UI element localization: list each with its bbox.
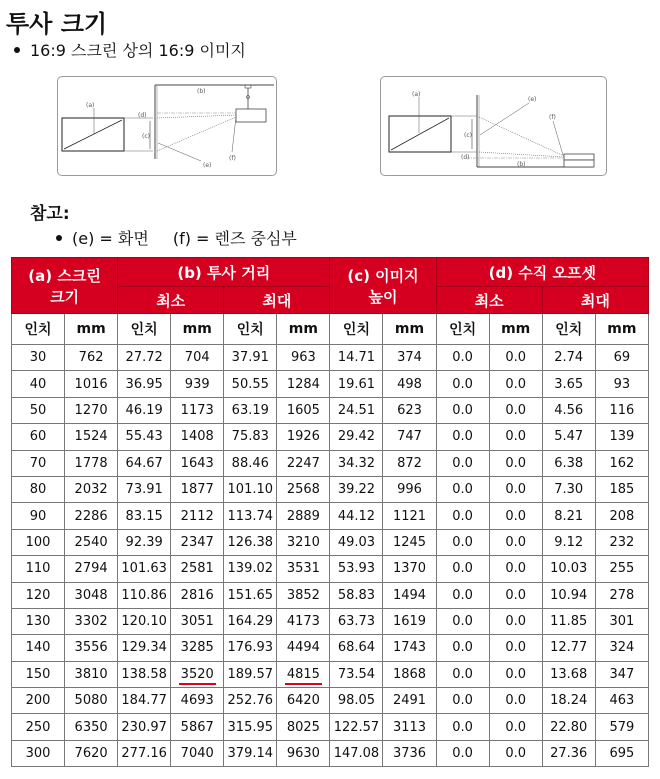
note-title: 참고: xyxy=(30,204,70,224)
table-cell-screen-mm: 2286 xyxy=(65,503,118,529)
table-cell-dist-min-in: 36.95 xyxy=(118,371,171,397)
table-cell-screen-mm: 3810 xyxy=(65,661,118,687)
table-cell-dist-min-mm: 2581 xyxy=(171,556,224,582)
table-cell-screen-mm: 3556 xyxy=(65,635,118,661)
floor-mount-diagram xyxy=(380,76,607,176)
table-cell-height-in: 39.22 xyxy=(330,476,383,502)
label-c: (c) xyxy=(142,133,150,140)
table-cell-offset-min-in: 0.0 xyxy=(436,397,489,423)
table-cell-dist-max-mm: 1926 xyxy=(277,424,330,450)
table-cell-height-mm: 3113 xyxy=(383,714,436,740)
table-cell-screen-in: 200 xyxy=(12,688,65,714)
table-cell-offset-max-in: 6.38 xyxy=(542,450,595,476)
table-cell-dist-max-mm: 8025 xyxy=(277,714,330,740)
table-cell-offset-max-mm: 208 xyxy=(595,503,648,529)
unit-inch: 인치 xyxy=(436,314,489,345)
table-cell-offset-max-mm: 116 xyxy=(595,397,648,423)
table-cell-height-in: 58.83 xyxy=(330,582,383,608)
table-cell-dist-max-in: 139.02 xyxy=(224,556,277,582)
label-e: (e) xyxy=(203,162,212,169)
unit-mm: mm xyxy=(595,314,648,345)
table-cell-offset-max-mm: 324 xyxy=(595,635,648,661)
unit-inch: 인치 xyxy=(224,314,277,345)
table-cell-offset-max-mm: 579 xyxy=(595,714,648,740)
table-cell-screen-mm: 3302 xyxy=(65,608,118,634)
unit-mm: mm xyxy=(383,314,436,345)
table-cell-height-in: 98.05 xyxy=(330,688,383,714)
table-cell-offset-max-in: 13.68 xyxy=(542,661,595,687)
table-cell-dist-min-in: 73.91 xyxy=(118,476,171,502)
table-cell-offset-min-mm: 0.0 xyxy=(489,450,542,476)
table-cell-height-mm: 872 xyxy=(383,450,436,476)
table-cell-offset-min-in: 0.0 xyxy=(436,582,489,608)
note-item-lens-center: (f) = 렌즈 중심부 xyxy=(172,229,297,248)
table-cell-height-mm: 1494 xyxy=(383,582,436,608)
table-cell-height-mm: 498 xyxy=(383,371,436,397)
highlighted-value: 3520 xyxy=(179,667,216,685)
header-image-height: (c) 이미지 높이 xyxy=(330,258,436,314)
table-cell-offset-max-mm: 93 xyxy=(595,371,648,397)
table-cell-dist-min-in: 83.15 xyxy=(118,503,171,529)
table-row xyxy=(12,688,649,714)
table-cell-dist-min-in: 55.43 xyxy=(118,424,171,450)
table-row xyxy=(12,556,649,582)
ceiling-diagram-drawing xyxy=(58,77,276,175)
label-b: (b) xyxy=(197,88,206,95)
table-cell-offset-max-mm: 139 xyxy=(595,424,648,450)
table-cell-offset-max-mm: 185 xyxy=(595,476,648,502)
table-cell-dist-min-mm: 3285 xyxy=(171,635,224,661)
table-cell-dist-max-mm xyxy=(277,661,330,687)
table-cell-screen-in: 300 xyxy=(12,740,65,766)
table-cell-dist-min-in: 101.63 xyxy=(118,556,171,582)
table-cell-offset-min-mm: 0.0 xyxy=(489,371,542,397)
table-cell-dist-max-in: 75.83 xyxy=(224,424,277,450)
table-cell-dist-max-in: 101.10 xyxy=(224,476,277,502)
table-cell-dist-max-in: 189.57 xyxy=(224,661,277,687)
table-cell-offset-max-in: 4.56 xyxy=(542,397,595,423)
table-cell-height-mm: 374 xyxy=(383,345,436,371)
table-cell-dist-min-in: 184.77 xyxy=(118,688,171,714)
table-cell-height-in: 68.64 xyxy=(330,635,383,661)
table-cell-height-mm: 1370 xyxy=(383,556,436,582)
table-cell-dist-min-mm: 1643 xyxy=(171,450,224,476)
table-cell-height-in: 147.08 xyxy=(330,740,383,766)
table-cell-screen-in: 80 xyxy=(12,476,65,502)
table-cell-screen-mm: 2540 xyxy=(65,529,118,555)
table-cell-dist-max-in: 50.55 xyxy=(224,371,277,397)
floor-diagram-drawing xyxy=(381,77,606,175)
table-cell-dist-min-mm: 2816 xyxy=(171,582,224,608)
table-cell-screen-in: 130 xyxy=(12,608,65,634)
table-cell-offset-max-in: 22.80 xyxy=(542,714,595,740)
table-cell-screen-mm: 2794 xyxy=(65,556,118,582)
table-cell-dist-min-in: 277.16 xyxy=(118,740,171,766)
table-cell-offset-max-in: 9.12 xyxy=(542,529,595,555)
table-cell-offset-min-in: 0.0 xyxy=(436,503,489,529)
table-cell-screen-in: 30 xyxy=(12,345,65,371)
table-cell-offset-min-mm: 0.0 xyxy=(489,635,542,661)
unit-mm: mm xyxy=(277,314,330,345)
unit-inch: 인치 xyxy=(12,314,65,345)
table-cell-dist-min-in: 110.86 xyxy=(118,582,171,608)
table-cell-dist-min-mm: 7040 xyxy=(171,740,224,766)
table-cell-dist-min-mm: 3051 xyxy=(171,608,224,634)
table-cell-offset-max-in: 5.47 xyxy=(542,424,595,450)
table-cell-offset-min-mm: 0.0 xyxy=(489,714,542,740)
table-cell-screen-in: 140 xyxy=(12,635,65,661)
table-row xyxy=(12,450,649,476)
table-row xyxy=(12,424,649,450)
projection-size-table xyxy=(11,257,649,767)
subtitle-text: 16:9 스크린 상의 16:9 이미지 xyxy=(30,41,246,60)
table-row xyxy=(12,371,649,397)
table-cell-offset-max-mm: 232 xyxy=(595,529,648,555)
table-cell-offset-max-mm: 278 xyxy=(595,582,648,608)
table-cell-dist-min-mm: 5867 xyxy=(171,714,224,740)
table-cell-screen-mm: 3048 xyxy=(65,582,118,608)
table-cell-height-in: 122.57 xyxy=(330,714,383,740)
table-cell-screen-in: 40 xyxy=(12,371,65,397)
table-cell-dist-min-in: 138.58 xyxy=(118,661,171,687)
table-cell-dist-max-mm: 1605 xyxy=(277,397,330,423)
table-cell-offset-min-in: 0.0 xyxy=(436,740,489,766)
table-cell-screen-in: 100 xyxy=(12,529,65,555)
table-cell-offset-min-mm: 0.0 xyxy=(489,661,542,687)
highlighted-value: 4815 xyxy=(285,667,322,685)
table-row xyxy=(12,740,649,766)
unit-header-row xyxy=(12,314,649,345)
table-cell-offset-min-mm: 0.0 xyxy=(489,397,542,423)
table-cell-height-in: 63.73 xyxy=(330,608,383,634)
table-cell-height-mm: 1619 xyxy=(383,608,436,634)
page-title: 투사 크기 xyxy=(6,10,108,38)
table-cell-offset-min-in: 0.0 xyxy=(436,608,489,634)
ceiling-mount-diagram xyxy=(57,76,277,176)
unit-inch: 인치 xyxy=(330,314,383,345)
table-cell-screen-in: 70 xyxy=(12,450,65,476)
table-cell-dist-max-in: 252.76 xyxy=(224,688,277,714)
label-f: (f) xyxy=(549,114,556,121)
table-cell-screen-mm: 1524 xyxy=(65,424,118,450)
table-cell-dist-max-mm: 2568 xyxy=(277,476,330,502)
table-cell-offset-min-mm: 0.0 xyxy=(489,424,542,450)
table-cell-dist-max-mm: 4173 xyxy=(277,608,330,634)
table-cell-dist-min-in: 64.67 xyxy=(118,450,171,476)
table-row xyxy=(12,714,649,740)
table-cell-dist-min-mm: 1173 xyxy=(171,397,224,423)
table-cell-screen-mm: 1270 xyxy=(65,397,118,423)
table-cell-screen-mm: 762 xyxy=(65,345,118,371)
table-cell-offset-max-in: 8.21 xyxy=(542,503,595,529)
table-cell-height-in: 24.51 xyxy=(330,397,383,423)
table-cell-offset-max-in: 2.74 xyxy=(542,345,595,371)
table-cell-offset-min-in: 0.0 xyxy=(436,714,489,740)
label-c: (c) xyxy=(464,132,472,139)
unit-inch: 인치 xyxy=(118,314,171,345)
table-cell-offset-max-mm: 463 xyxy=(595,688,648,714)
table-cell-dist-max-mm: 2247 xyxy=(277,450,330,476)
label-a: (a) xyxy=(86,102,95,109)
table-cell-offset-max-mm: 301 xyxy=(595,608,648,634)
table-row xyxy=(12,503,649,529)
table-cell-offset-min-in: 0.0 xyxy=(436,556,489,582)
table-cell-dist-max-mm: 4494 xyxy=(277,635,330,661)
table-cell-offset-min-mm: 0.0 xyxy=(489,476,542,502)
table-cell-screen-in: 120 xyxy=(12,582,65,608)
table-cell-dist-max-in: 126.38 xyxy=(224,529,277,555)
table-body xyxy=(12,345,649,767)
table-cell-offset-min-mm: 0.0 xyxy=(489,740,542,766)
table-cell-offset-min-in: 0.0 xyxy=(436,529,489,555)
table-cell-height-in: 19.61 xyxy=(330,371,383,397)
table-cell-offset-min-mm: 0.0 xyxy=(489,608,542,634)
unit-mm: mm xyxy=(171,314,224,345)
header-distance-max: 최대 xyxy=(224,287,330,314)
table-cell-offset-max-in: 27.36 xyxy=(542,740,595,766)
table-cell-screen-in: 110 xyxy=(12,556,65,582)
table-cell-offset-min-mm: 0.0 xyxy=(489,503,542,529)
table-cell-offset-min-in: 0.0 xyxy=(436,345,489,371)
table-cell-dist-min-in: 46.19 xyxy=(118,397,171,423)
table-cell-height-mm: 623 xyxy=(383,397,436,423)
table-cell-dist-max-in: 315.95 xyxy=(224,714,277,740)
table-cell-offset-max-mm: 255 xyxy=(595,556,648,582)
header-vertical-offset: (d) 수직 오프셋 xyxy=(436,258,648,287)
bullet-icon xyxy=(56,235,62,241)
table-cell-offset-min-mm: 0.0 xyxy=(489,582,542,608)
note-bullet xyxy=(56,226,297,249)
table-row xyxy=(12,608,649,634)
table-cell-dist-min-in: 92.39 xyxy=(118,529,171,555)
table-cell-offset-min-mm: 0.0 xyxy=(489,529,542,555)
table-cell-dist-min-mm: 939 xyxy=(171,371,224,397)
table-cell-offset-max-mm: 695 xyxy=(595,740,648,766)
unit-mm: mm xyxy=(489,314,542,345)
table-cell-height-in: 14.71 xyxy=(330,345,383,371)
table-cell-dist-min-mm xyxy=(171,661,224,687)
table-cell-dist-max-mm: 963 xyxy=(277,345,330,371)
table-cell-dist-min-mm: 1877 xyxy=(171,476,224,502)
label-f: (f) xyxy=(229,155,236,162)
table-row xyxy=(12,345,649,371)
table-cell-screen-mm: 2032 xyxy=(65,476,118,502)
table-cell-dist-max-in: 176.93 xyxy=(224,635,277,661)
table-cell-offset-min-in: 0.0 xyxy=(436,635,489,661)
table-cell-offset-min-mm: 0.0 xyxy=(489,556,542,582)
table-cell-offset-max-in: 11.85 xyxy=(542,608,595,634)
bullet-icon xyxy=(14,47,20,53)
table-cell-height-in: 34.32 xyxy=(330,450,383,476)
table-cell-offset-min-in: 0.0 xyxy=(436,450,489,476)
header-screen-size: (a) 스크린 크기 xyxy=(12,258,118,314)
table-cell-screen-mm: 7620 xyxy=(65,740,118,766)
table-cell-height-mm: 2491 xyxy=(383,688,436,714)
label-d: (d) xyxy=(138,112,147,119)
table-cell-height-mm: 1121 xyxy=(383,503,436,529)
table-cell-screen-mm: 5080 xyxy=(65,688,118,714)
table-cell-dist-min-mm: 704 xyxy=(171,345,224,371)
table-cell-dist-max-in: 164.29 xyxy=(224,608,277,634)
table-cell-screen-mm: 1778 xyxy=(65,450,118,476)
table-cell-offset-min-in: 0.0 xyxy=(436,371,489,397)
table-cell-height-in: 49.03 xyxy=(330,529,383,555)
table-cell-screen-in: 150 xyxy=(12,661,65,687)
table-cell-screen-in: 60 xyxy=(12,424,65,450)
table-cell-offset-max-in: 18.24 xyxy=(542,688,595,714)
table-cell-offset-min-in: 0.0 xyxy=(436,661,489,687)
table-cell-offset-min-mm: 0.0 xyxy=(489,345,542,371)
table-cell-offset-min-mm: 0.0 xyxy=(489,688,542,714)
table-row xyxy=(12,397,649,423)
table-cell-offset-max-in: 10.03 xyxy=(542,556,595,582)
table-cell-offset-max-mm: 347 xyxy=(595,661,648,687)
table-cell-height-mm: 1743 xyxy=(383,635,436,661)
table-cell-dist-max-mm: 3852 xyxy=(277,582,330,608)
table-cell-height-mm: 3736 xyxy=(383,740,436,766)
table-cell-offset-min-in: 0.0 xyxy=(436,476,489,502)
table-cell-screen-mm: 1016 xyxy=(65,371,118,397)
table-cell-dist-min-mm: 2112 xyxy=(171,503,224,529)
table-cell-dist-max-in: 113.74 xyxy=(224,503,277,529)
table-cell-dist-max-in: 63.19 xyxy=(224,397,277,423)
table-cell-dist-min-in: 230.97 xyxy=(118,714,171,740)
table-row xyxy=(12,529,649,555)
unit-inch: 인치 xyxy=(542,314,595,345)
subtitle-bullet xyxy=(14,38,246,61)
table-cell-height-in: 44.12 xyxy=(330,503,383,529)
unit-mm: mm xyxy=(65,314,118,345)
table-cell-offset-min-in: 0.0 xyxy=(436,424,489,450)
table-cell-dist-min-mm: 4693 xyxy=(171,688,224,714)
table-cell-offset-min-in: 0.0 xyxy=(436,688,489,714)
table-cell-height-in: 29.42 xyxy=(330,424,383,450)
table-cell-offset-max-in: 7.30 xyxy=(542,476,595,502)
table-cell-offset-max-mm: 69 xyxy=(595,345,648,371)
table-row xyxy=(12,635,649,661)
table-cell-dist-min-mm: 1408 xyxy=(171,424,224,450)
table-cell-height-mm: 1245 xyxy=(383,529,436,555)
table-cell-dist-max-in: 88.46 xyxy=(224,450,277,476)
header-offset-max: 최대 xyxy=(542,287,648,314)
table-cell-screen-in: 50 xyxy=(12,397,65,423)
table-cell-offset-max-in: 12.77 xyxy=(542,635,595,661)
table-cell-dist-max-mm: 9630 xyxy=(277,740,330,766)
table-cell-offset-max-in: 10.94 xyxy=(542,582,595,608)
table-cell-height-mm: 996 xyxy=(383,476,436,502)
table-cell-height-in: 73.54 xyxy=(330,661,383,687)
label-e: (e) xyxy=(528,96,537,103)
table-cell-offset-max-in: 3.65 xyxy=(542,371,595,397)
table-cell-dist-min-in: 129.34 xyxy=(118,635,171,661)
header-offset-min: 최소 xyxy=(436,287,542,314)
label-a: (a) xyxy=(412,91,421,98)
table-row xyxy=(12,661,649,687)
table-cell-dist-max-mm: 3531 xyxy=(277,556,330,582)
table-cell-dist-min-mm: 2347 xyxy=(171,529,224,555)
label-b: (b) xyxy=(517,161,526,168)
table-cell-dist-max-mm: 6420 xyxy=(277,688,330,714)
header-distance-min: 최소 xyxy=(118,287,224,314)
table-cell-height-mm: 1868 xyxy=(383,661,436,687)
table-cell-offset-max-mm: 162 xyxy=(595,450,648,476)
table-row xyxy=(12,582,649,608)
table-cell-height-mm: 747 xyxy=(383,424,436,450)
table-cell-screen-mm: 6350 xyxy=(65,714,118,740)
table-cell-dist-max-mm: 1284 xyxy=(277,371,330,397)
table-cell-screen-in: 250 xyxy=(12,714,65,740)
table-cell-dist-min-in: 27.72 xyxy=(118,345,171,371)
label-d: (d) xyxy=(461,154,470,161)
table-row xyxy=(12,476,649,502)
table-cell-dist-min-in: 120.10 xyxy=(118,608,171,634)
table-cell-dist-max-in: 379.14 xyxy=(224,740,277,766)
table-cell-height-in: 53.93 xyxy=(330,556,383,582)
table-cell-dist-max-in: 37.91 xyxy=(224,345,277,371)
header-projection-distance: (b) 투사 거리 xyxy=(118,258,330,287)
note-item-screen: (e) = 화면 xyxy=(72,229,149,248)
table-cell-dist-max-mm: 2889 xyxy=(277,503,330,529)
table-cell-dist-max-in: 151.65 xyxy=(224,582,277,608)
table-cell-screen-in: 90 xyxy=(12,503,65,529)
table-cell-dist-max-mm: 3210 xyxy=(277,529,330,555)
